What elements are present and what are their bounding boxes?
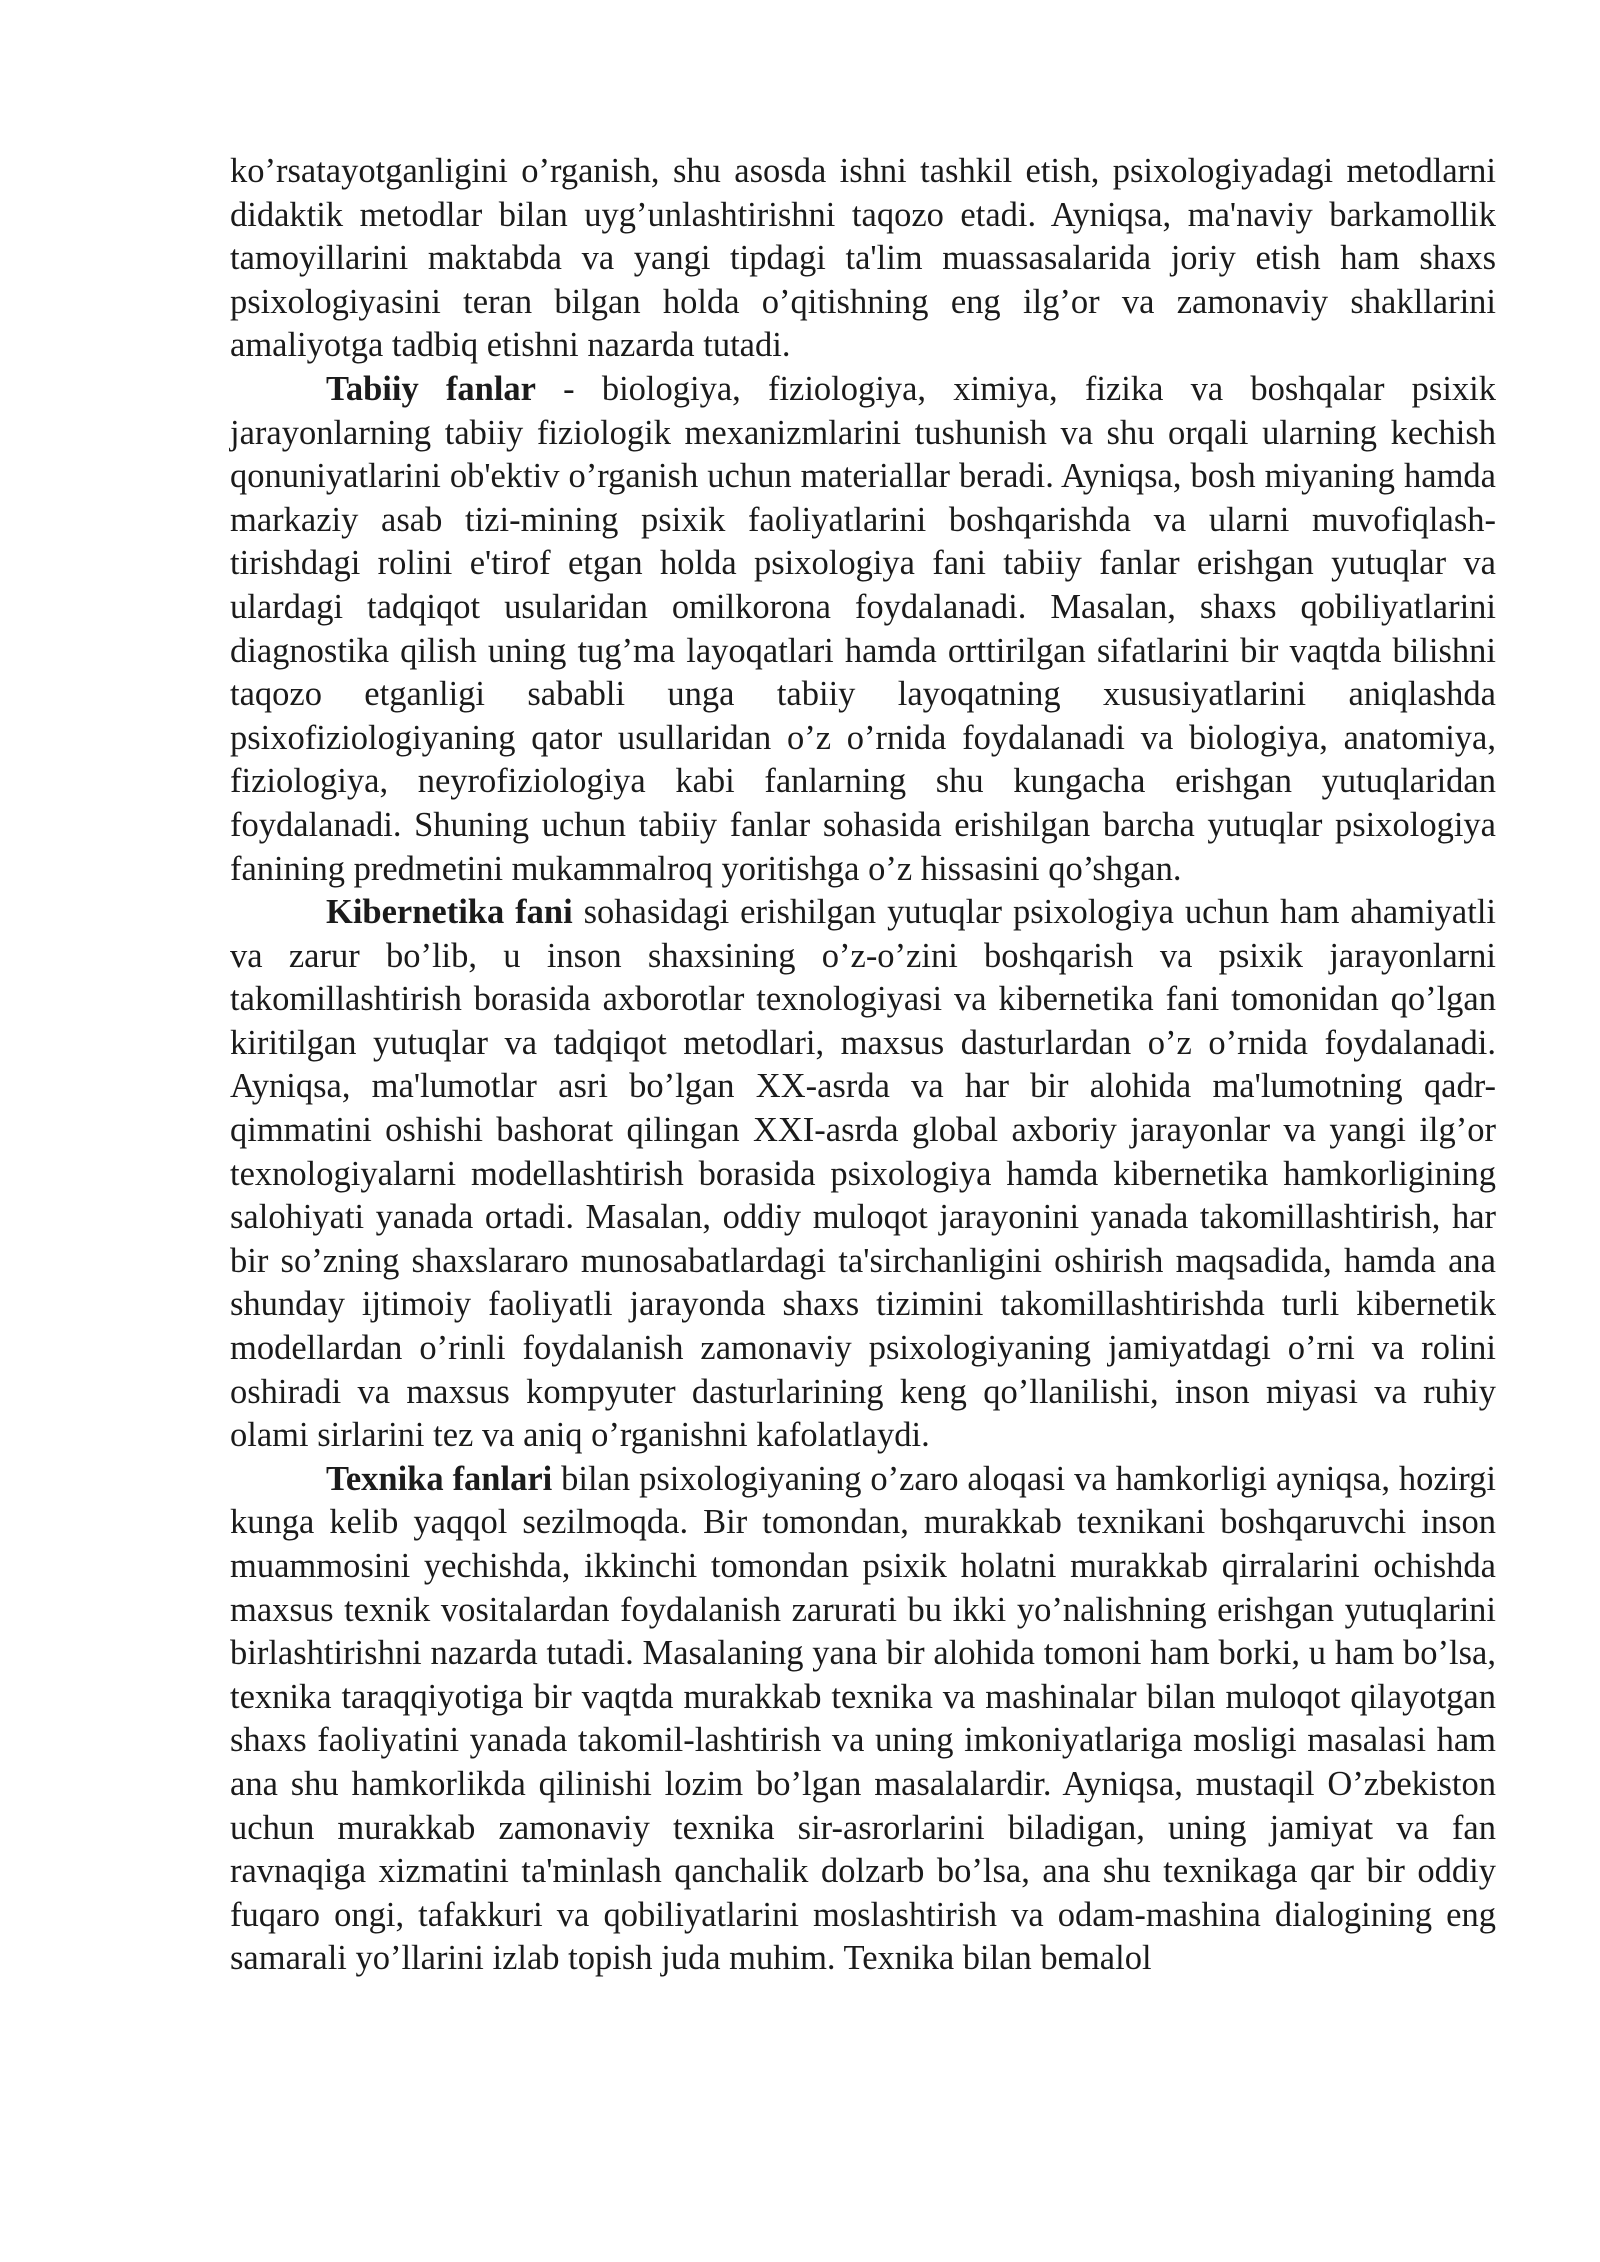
paragraph-text: sohasidagi erishilgan yutuqlar psixologiya uchun ham ahamiyatli va zarur bo’lib, u inson shaxsining o’z-o’zini boshqarish va psixik jarayonlarni takomillashtirish borasida axborotlar texnologiyasi va kibernetika fani tomonidan qo’lgan kiritilgan yutuqlar va tadqiqot metodlari, maxsus dasturlardan o’z o’rnida foydalanadi. Ayniqsa, ma'lumotlar asri bo’lgan XX-asrda va har bir alohida ma'lumotning qadr-qimmatini oshishi bashorat qilingan XXI-asrda global axboriy jarayonlar va yangi ilg’or texnologiyalarni modellashtirish borasida psixologiya hamda kibernetika hamkorligining salohiyati yanada ortadi. Masalan, oddiy muloqot jarayonini yanada takomillashtirish, har bir so’zning shaxslararo munosabatlardagi ta'sirchanligini oshirish maqsadida, hamda ana shunday ijtimoiy faoliyatli jarayonda shaxs tizimini takomillashtirishda turli kibernetik modellardan o’rinli foydalanish zamonaviy psixologiyaning jamiyatdagi o’rni va rolini oshiradi va maxsus kompyuter dasturlarining keng qo’llanilishi, inson miyasi va ruhiy olami sirlarini tez va aniq o’rganishni kafolatlaydi. [230, 893, 1496, 1455]
paragraph-technical-sciences [230, 1458, 1496, 1981]
paragraph-term: Tabiiy fanlar [326, 369, 536, 408]
document-page [230, 150, 1496, 1981]
paragraph-text: bilan psixologiyaning o’zaro aloqasi va hamkorligi ayniqsa, hozirgi kunga kelib yaqqol sezilmoqda. Bir tomondan, murakkab texnikani boshqaruvchi inson muammosini yechishda, ikkinchi tomondan psixik holatni murakkab qirralarini ochishda maxsus texnik vositalardan foydalanish zarurati bu ikki yo’nalishning erishgan yutuqlarini birlashtirishni nazarda tutadi. Masalaning yana bir alohida tomoni ham borki, u ham bo’lsa, texnika taraqqiyotiga bir vaqtda murakkab texnika va mashinalar bilan muloqot qilayotgan shaxs faoliyatini yanada takomil-lashtirish va uning imkoniyatlariga mosligi masalasi ham ana shu hamkorlikda qilinishi lozim bo’lgan masalalardir. Ayniqsa, mustaqil O’zbekiston uchun murakkab zamonaviy texnika sir-asrorlarini biladigan, uning jamiyat va fan ravnaqiga xizmatini ta'minlash qanchalik dolzarb bo’lsa, ana shu texnikaga qar bir oddiy fuqaro ongi, tafakkuri va qobiliyatlarini moslashtirish va odam-mashina dialogining eng samarali yo’llarini izlab topish juda muhim. Texnika bilan bemalol [230, 1459, 1497, 1978]
paragraph-natural-sciences [230, 368, 1496, 891]
paragraph-term: Texnika fanlari [326, 1459, 553, 1498]
paragraph-term: Kibernetika fani [326, 893, 573, 932]
paragraph-text: - biologiya, fiziologiya, ximiya, fizika va boshqalar psixik jarayonlarning tabiiy fiziologik mexanizmlarini tushunish va shu orqali ularning kechish qonuniyatlarini ob'ektiv o’rganish uchun materiallar beradi. Ayniqsa, bosh miyaning hamda markaziy asab tizi-mining psixik faoliyatlarini boshqarishda va ularni muvofiqlash-tirishdagi rolini e'tirof etgan holda psixologiya fani tabiiy fanlar erishgan yutuqlar va ulardagi tadqiqot usularidan omilkorona foydalanadi. Masalan, shaxs qobiliyatlarini diagnostika qilish uning tug’ma layoqatlari hamda orttirilgan sifatlarini bir vaqtda bilishni taqozo etganligi sababli unga tabiiy layoqatning xususiyatlarini aniqlashda psixofiziologiyaning qator usullaridan o’z o’rnida foydalanadi va biologiya, anatomiya, fiziologiya, neyrofiziologiya kabi fanlarning shu kungacha erishgan yutuqlaridan foydalanadi. Shuning uchun tabiiy fanlar sohasida erishilgan barcha yutuqlar psixologiya fanining predmetini mukammalroq yoritishga o’z hissasini qo’shgan. [230, 369, 1496, 888]
paragraph-text: ko’rsatayotganligini o’rganish, shu asosda ishni tashkil etish, psixologiyadagi metodlarni didaktik metodlar bilan uyg’unlashtirishni taqozo etadi. Ayniqsa, ma'naviy barkamollik tamoyillarini maktabda va yangi tipdagi ta'lim muassasalarida joriy etish ham shaxs psixologiyasini teran bilgan holda o’qitishning eng ilg’or va zamonaviy shakllarini amaliyotga tadbiq etishni nazarda tutadi. [230, 152, 1496, 365]
paragraph-cybernetics [230, 891, 1496, 1458]
paragraph-intro [230, 150, 1496, 368]
